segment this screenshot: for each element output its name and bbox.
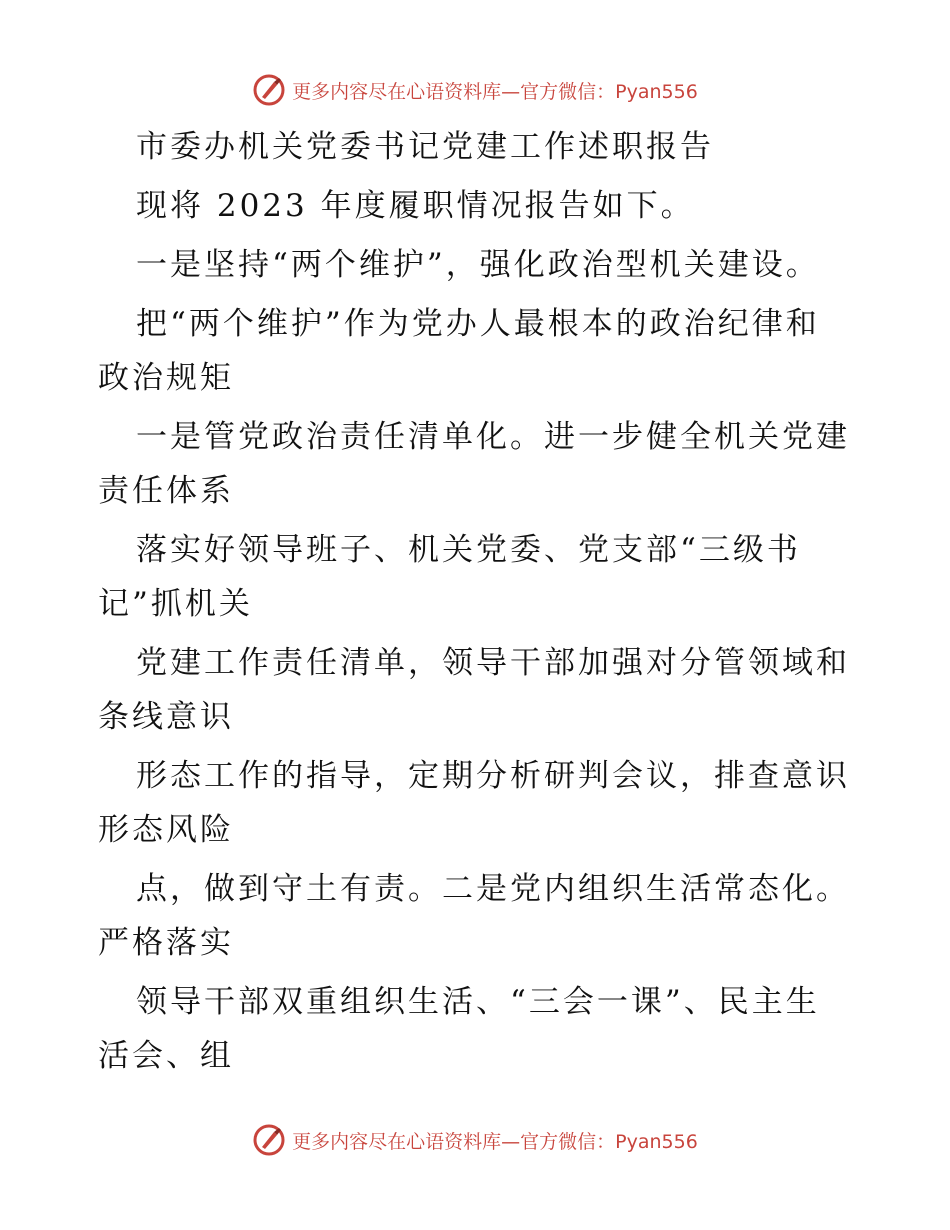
header-watermark <box>0 70 950 110</box>
paragraph-5: 落实好领导班子、机关党委、党支部“三级书 记”抓机关 <box>98 532 801 622</box>
paragraph-7: 形态工作的指导，定期分析研判会议，排查意识 形态风险 <box>98 758 850 848</box>
paragraph-1: 现将 2023 年度履职情况报告如下。 <box>136 188 695 224</box>
paragraph-2: 一是坚持“两个维护”，强化政治型机关建设。 <box>136 247 820 283</box>
paragraph-4: 一是管党政治责任清单化。进一步健全机关党建 责任体系 <box>98 419 850 509</box>
paragraph-8: 点，做到守土有责。二是党内组织生活常态化。 严格落实 <box>98 871 850 961</box>
paragraph-9: 领导干部双重组织生活、“三会一课”、民主生 活会、组 <box>98 984 820 1074</box>
document-title: 市委办机关党委书记党建工作述职报告 <box>136 129 714 165</box>
watermark-text: 更多内容尽在心语资料库—官方微信：Pyan556 <box>292 1130 698 1153</box>
pen-circle-icon <box>252 73 286 107</box>
paragraph-3: 把“两个维护”作为党办人最根本的政治纪律和 政治规矩 <box>98 306 820 396</box>
paragraph-6: 党建工作责任清单，领导干部加强对分管领域和 条线意识 <box>98 645 850 735</box>
footer-watermark <box>0 1120 950 1160</box>
watermark-text: 更多内容尽在心语资料库—官方微信：Pyan556 <box>292 80 698 103</box>
pen-circle-icon <box>252 1123 286 1157</box>
document-body <box>98 120 858 1088</box>
